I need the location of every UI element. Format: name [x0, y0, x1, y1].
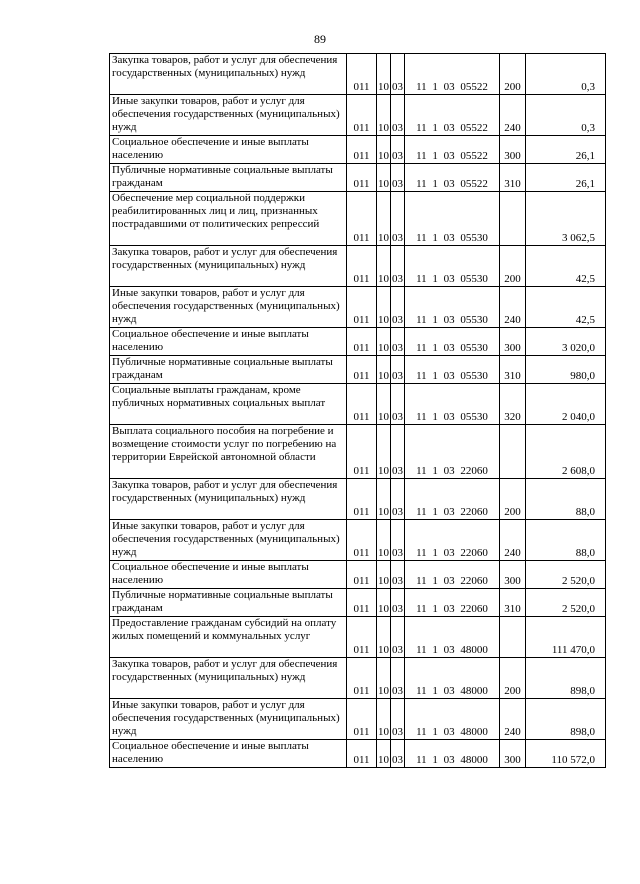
section-code-cell: 10 [377, 164, 391, 192]
subsection-code-cell: 03 [391, 589, 405, 617]
target-article-cell: 11 1 03 22060 [405, 589, 500, 617]
expense-name-cell: Закупка товаров, работ и услуг для обеспечения государственных (муниципальных) нужд [110, 54, 347, 95]
target-article-cell: 11 1 03 05530 [405, 287, 500, 328]
expense-name-cell: Социальное обеспечение и иные выплаты населению [110, 740, 347, 768]
expense-name-cell: Социальное обеспечение и иные выплаты населению [110, 136, 347, 164]
table-row [110, 520, 606, 561]
grbs-code-cell: 011 [347, 658, 377, 699]
section-code-cell: 10 [377, 328, 391, 356]
amount-cell: 42,5 [526, 287, 606, 328]
target-article-cell: 11 1 03 22060 [405, 479, 500, 520]
amount-cell: 111 470,0 [526, 617, 606, 658]
subsection-code-cell: 03 [391, 425, 405, 479]
table-row [110, 356, 606, 384]
expense-type-cell: 300 [500, 740, 526, 768]
section-code-cell: 10 [377, 384, 391, 425]
section-code-cell: 10 [377, 658, 391, 699]
section-code-cell: 10 [377, 520, 391, 561]
table-row [110, 561, 606, 589]
grbs-code-cell: 011 [347, 561, 377, 589]
target-article-cell: 11 1 03 05522 [405, 136, 500, 164]
section-code-cell: 10 [377, 699, 391, 740]
subsection-code-cell: 03 [391, 328, 405, 356]
table-row [110, 328, 606, 356]
expense-type-cell: 240 [500, 699, 526, 740]
expense-name-cell: Иные закупки товаров, работ и услуг для обеспечения государственных (муниципальных) нужд [110, 287, 347, 328]
subsection-code-cell: 03 [391, 192, 405, 246]
grbs-code-cell: 011 [347, 328, 377, 356]
target-article-cell: 11 1 03 22060 [405, 561, 500, 589]
table-row [110, 384, 606, 425]
section-code-cell: 10 [377, 589, 391, 617]
expense-type-cell: 320 [500, 384, 526, 425]
amount-cell: 0,3 [526, 54, 606, 95]
target-article-cell: 11 1 03 48000 [405, 699, 500, 740]
grbs-code-cell: 011 [347, 192, 377, 246]
table-row [110, 699, 606, 740]
target-article-cell: 11 1 03 05530 [405, 328, 500, 356]
subsection-code-cell: 03 [391, 658, 405, 699]
subsection-code-cell: 03 [391, 164, 405, 192]
expense-name-cell: Публичные нормативные социальные выплаты гражданам [110, 356, 347, 384]
amount-cell: 2 040,0 [526, 384, 606, 425]
subsection-code-cell: 03 [391, 384, 405, 425]
expense-type-cell: 200 [500, 54, 526, 95]
grbs-code-cell: 011 [347, 479, 377, 520]
amount-cell: 898,0 [526, 658, 606, 699]
target-article-cell: 11 1 03 05530 [405, 356, 500, 384]
target-article-cell: 11 1 03 05530 [405, 192, 500, 246]
amount-cell: 42,5 [526, 246, 606, 287]
target-article-cell: 11 1 03 05530 [405, 384, 500, 425]
grbs-code-cell: 011 [347, 54, 377, 95]
table-row [110, 246, 606, 287]
expense-name-cell: Социальное обеспечение и иные выплаты населению [110, 328, 347, 356]
expense-name-cell: Иные закупки товаров, работ и услуг для обеспечения государственных (муниципальных) нужд [110, 520, 347, 561]
table-row [110, 287, 606, 328]
amount-cell: 88,0 [526, 520, 606, 561]
subsection-code-cell: 03 [391, 54, 405, 95]
subsection-code-cell: 03 [391, 356, 405, 384]
target-article-cell: 11 1 03 05522 [405, 54, 500, 95]
expense-name-cell: Иные закупки товаров, работ и услуг для обеспечения государственных (муниципальных) нужд [110, 95, 347, 136]
subsection-code-cell: 03 [391, 617, 405, 658]
expense-type-cell [500, 192, 526, 246]
target-article-cell: 11 1 03 48000 [405, 740, 500, 768]
amount-cell: 26,1 [526, 164, 606, 192]
grbs-code-cell: 011 [347, 520, 377, 561]
expense-type-cell: 300 [500, 561, 526, 589]
amount-cell: 898,0 [526, 699, 606, 740]
grbs-code-cell: 011 [347, 617, 377, 658]
amount-cell: 2 520,0 [526, 589, 606, 617]
expense-name-cell: Публичные нормативные социальные выплаты гражданам [110, 164, 347, 192]
subsection-code-cell: 03 [391, 95, 405, 136]
expense-type-cell: 200 [500, 658, 526, 699]
table-row [110, 164, 606, 192]
target-article-cell: 11 1 03 05522 [405, 164, 500, 192]
amount-cell: 110 572,0 [526, 740, 606, 768]
section-code-cell: 10 [377, 561, 391, 589]
target-article-cell: 11 1 03 48000 [405, 617, 500, 658]
amount-cell: 3 020,0 [526, 328, 606, 356]
target-article-cell: 11 1 03 22060 [405, 520, 500, 561]
amount-cell: 2 520,0 [526, 561, 606, 589]
expense-type-cell: 200 [500, 479, 526, 520]
amount-cell: 0,3 [526, 95, 606, 136]
section-code-cell: 10 [377, 356, 391, 384]
expense-name-cell: Обеспечение мер социальной поддержки реабилитированных лиц и лиц, признанных пострадавшими от политических репрессий [110, 192, 347, 246]
grbs-code-cell: 011 [347, 589, 377, 617]
grbs-code-cell: 011 [347, 740, 377, 768]
section-code-cell: 10 [377, 425, 391, 479]
expense-name-cell: Иные закупки товаров, работ и услуг для обеспечения государственных (муниципальных) нужд [110, 699, 347, 740]
table-row [110, 192, 606, 246]
amount-cell: 3 062,5 [526, 192, 606, 246]
section-code-cell: 10 [377, 54, 391, 95]
subsection-code-cell: 03 [391, 740, 405, 768]
section-code-cell: 10 [377, 136, 391, 164]
section-code-cell: 10 [377, 479, 391, 520]
table-row [110, 658, 606, 699]
expense-type-cell: 300 [500, 328, 526, 356]
grbs-code-cell: 011 [347, 425, 377, 479]
amount-cell: 26,1 [526, 136, 606, 164]
expense-name-cell: Социальные выплаты гражданам, кроме публичных нормативных социальных выплат [110, 384, 347, 425]
expense-name-cell: Закупка товаров, работ и услуг для обеспечения государственных (муниципальных) нужд [110, 658, 347, 699]
expense-name-cell: Социальное обеспечение и иные выплаты населению [110, 561, 347, 589]
section-code-cell: 10 [377, 95, 391, 136]
target-article-cell: 11 1 03 05530 [405, 246, 500, 287]
amount-cell: 980,0 [526, 356, 606, 384]
expense-type-cell: 200 [500, 246, 526, 287]
subsection-code-cell: 03 [391, 520, 405, 561]
table-row [110, 617, 606, 658]
expense-name-cell: Закупка товаров, работ и услуг для обеспечения государственных (муниципальных) нужд [110, 479, 347, 520]
subsection-code-cell: 03 [391, 561, 405, 589]
expense-type-cell: 240 [500, 287, 526, 328]
section-code-cell: 10 [377, 617, 391, 658]
section-code-cell: 10 [377, 246, 391, 287]
amount-cell: 2 608,0 [526, 425, 606, 479]
table-row [110, 740, 606, 768]
section-code-cell: 10 [377, 287, 391, 328]
subsection-code-cell: 03 [391, 246, 405, 287]
expense-type-cell: 240 [500, 95, 526, 136]
expense-type-cell: 310 [500, 589, 526, 617]
subsection-code-cell: 03 [391, 479, 405, 520]
expense-name-cell: Выплата социального пособия на погребение и возмещение стоимости услуг по погребению на территории Еврейской автономной области [110, 425, 347, 479]
amount-cell: 88,0 [526, 479, 606, 520]
target-article-cell: 11 1 03 05522 [405, 95, 500, 136]
grbs-code-cell: 011 [347, 384, 377, 425]
expense-type-cell: 240 [500, 520, 526, 561]
expense-type-cell: 310 [500, 164, 526, 192]
expense-type-cell: 310 [500, 356, 526, 384]
table-row [110, 136, 606, 164]
section-code-cell: 10 [377, 740, 391, 768]
grbs-code-cell: 011 [347, 699, 377, 740]
budget-table [109, 53, 606, 768]
subsection-code-cell: 03 [391, 136, 405, 164]
expense-type-cell [500, 425, 526, 479]
expense-type-cell [500, 617, 526, 658]
grbs-code-cell: 011 [347, 164, 377, 192]
expense-type-cell: 300 [500, 136, 526, 164]
grbs-code-cell: 011 [347, 246, 377, 287]
expense-name-cell: Предоставление гражданам субсидий на оплату жилых помещений и коммунальных услуг [110, 617, 347, 658]
grbs-code-cell: 011 [347, 136, 377, 164]
subsection-code-cell: 03 [391, 287, 405, 328]
table-body [110, 54, 606, 768]
page-number: 89 [314, 32, 326, 46]
grbs-code-cell: 011 [347, 95, 377, 136]
expense-name-cell: Закупка товаров, работ и услуг для обеспечения государственных (муниципальных) нужд [110, 246, 347, 287]
table-row [110, 54, 606, 95]
table-row [110, 425, 606, 479]
table-row [110, 479, 606, 520]
target-article-cell: 11 1 03 48000 [405, 658, 500, 699]
target-article-cell: 11 1 03 22060 [405, 425, 500, 479]
grbs-code-cell: 011 [347, 356, 377, 384]
expense-name-cell: Публичные нормативные социальные выплаты гражданам [110, 589, 347, 617]
subsection-code-cell: 03 [391, 699, 405, 740]
grbs-code-cell: 011 [347, 287, 377, 328]
section-code-cell: 10 [377, 192, 391, 246]
table-row [110, 95, 606, 136]
table-row [110, 589, 606, 617]
